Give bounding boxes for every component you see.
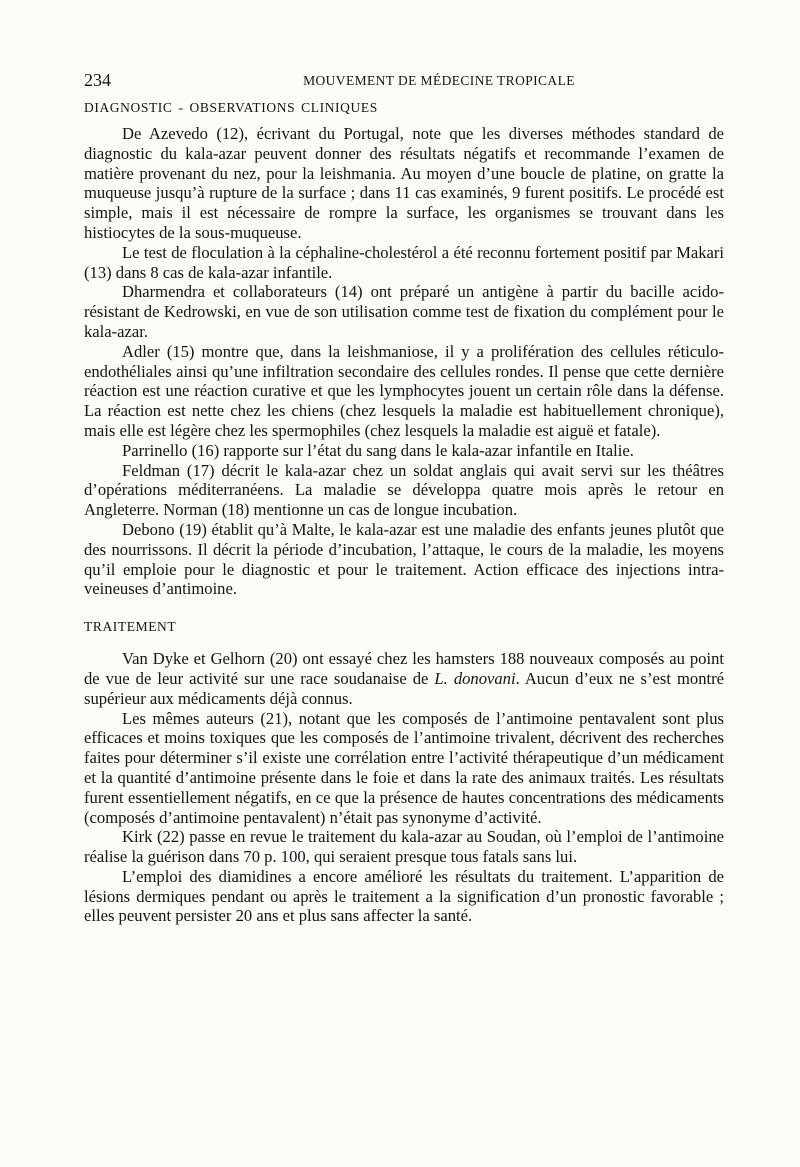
document-page bbox=[84, 70, 724, 926]
section-traitement bbox=[84, 619, 724, 926]
section-diagnostic bbox=[84, 100, 724, 599]
species-name: L. donovani bbox=[434, 668, 516, 688]
paragraph-dharmendra: Dharmendra et collaborateurs (14) ont préparé un antigène à partir du bacille acido-résistant de Kedrowski, en vue de son utilisation comme test de fixation du complément pour le kala-azar. bbox=[84, 282, 724, 341]
page-number: 234 bbox=[84, 70, 111, 90]
section-heading-diagnostic: DIAGNOSTIC - OBSERVATIONS CLINIQUES bbox=[84, 100, 378, 115]
van-dyke-text-end: . Aucun d’eux ne s’est montré supérieur aux médicaments déjà connus. bbox=[84, 668, 724, 708]
journal-title: MOUVEMENT DE MÉDECINE TROPICALE bbox=[303, 73, 575, 88]
paragraph-de-azevedo: De Azevedo (12), écrivant du Portugal, note que les diverses méthodes standard de diagnostic du kala-azar peuvent donner des résultats négatifs et recommande l’examen de matière provenant du nez, pour la leishmania. Au moyen d’une boucle de platine, on gratte la muqueuse jusqu’à rupture de la surface ; dans 11 cas examinés, 9 furent positifs. Le procédé est simple, mais il est nécessaire de rompre la surface, les organismes se trouvant dans les histiocytes de la sous-muqueuse. bbox=[84, 124, 724, 242]
section-heading-traitement: TRAITEMENT bbox=[84, 619, 177, 635]
running-header bbox=[84, 70, 724, 94]
paragraph-parrinello: Parrinello (16) rapporte sur l’état du sang dans le kala-azar infantile en Italie. bbox=[122, 440, 634, 460]
paragraph-feldman: Feldman (17) décrit le kala-azar chez un soldat anglais qui avait servi sur les théâtres d’opérations méditerranéens. La maladie se développa quatre mois après le retour en Angleterre. Norman (18) mentionne un cas de longue incubation. bbox=[84, 460, 724, 520]
paragraph-van-dyke bbox=[84, 649, 724, 708]
paragraph-diamidines: L’emploi des diamidines a encore amélioré les résultats du traitement. L’apparition de lésions dermiques pendant ou après le traitement a la signification d’un pronostic favorable ; elles peuvent persister 20 ans et plus sans affecter la santé. bbox=[84, 866, 724, 926]
paragraph-makari: Le test de floculation à la céphaline-cholestérol a été reconnu fortement positif par Makari (13) dans 8 cas de kala-azar infantile. bbox=[84, 242, 724, 282]
paragraph-adler: Adler (15) montre que, dans la leishmaniose, il y a prolifération des cellules réticulo-endothéliales ainsi qu’une infiltration secondaire des cellules rondes. Il pense que cette dernière réaction est une réaction curative et que les lymphocytes jouent un certain rôle dans la défense. La réaction est nette chez les chiens (chez lesquels la maladie est habituellement chronique), mais elle est légère chez les spermophiles (chez lesquels la maladie est aiguë et fatale). bbox=[84, 341, 724, 440]
paragraph-kirk: Kirk (22) passe en revue le traitement du kala-azar au Soudan, où l’emploi de l’antimoine réalise la guérison dans 70 p. 100, qui seraient presque tous fatals sans lui. bbox=[84, 827, 724, 867]
paragraph-debono: Debono (19) établit qu’à Malte, le kala-azar est une maladie des enfants jeunes plutôt que des nourrissons. Il décrit la période d’incubation, l’attaque, le cours de la maladie, les moyens qu’il emploie pour le diagnostic et pour le traitement. Action efficace des injections intraveineuses d’antimoine. bbox=[84, 519, 724, 599]
van-dyke-text-start: Van Dyke et Gelhorn (20) ont essayé chez les hamsters 188 nouveaux composés au point de vue de leur activité sur une race soudanaise de bbox=[84, 649, 724, 688]
paragraph-memes-auteurs: Les mêmes auteurs (21), notant que les composés de l’antimoine pentavalent sont plus efficaces et moins toxiques que les composés de l’antimoine trivalent, décrivent des recherches faites pour déterminer s’il existe une corrélation entre l’activité thérapeutique d’un médicament et la quantité d’antimoine présente dans le foie et dans la rate des animaux traités. Les résultats furent essentiellement négatifs, en ce que la présence de hautes concentrations des médicaments (composés d’antimoine pentavalent) n’était pas synonyme d’activité. bbox=[84, 708, 724, 827]
